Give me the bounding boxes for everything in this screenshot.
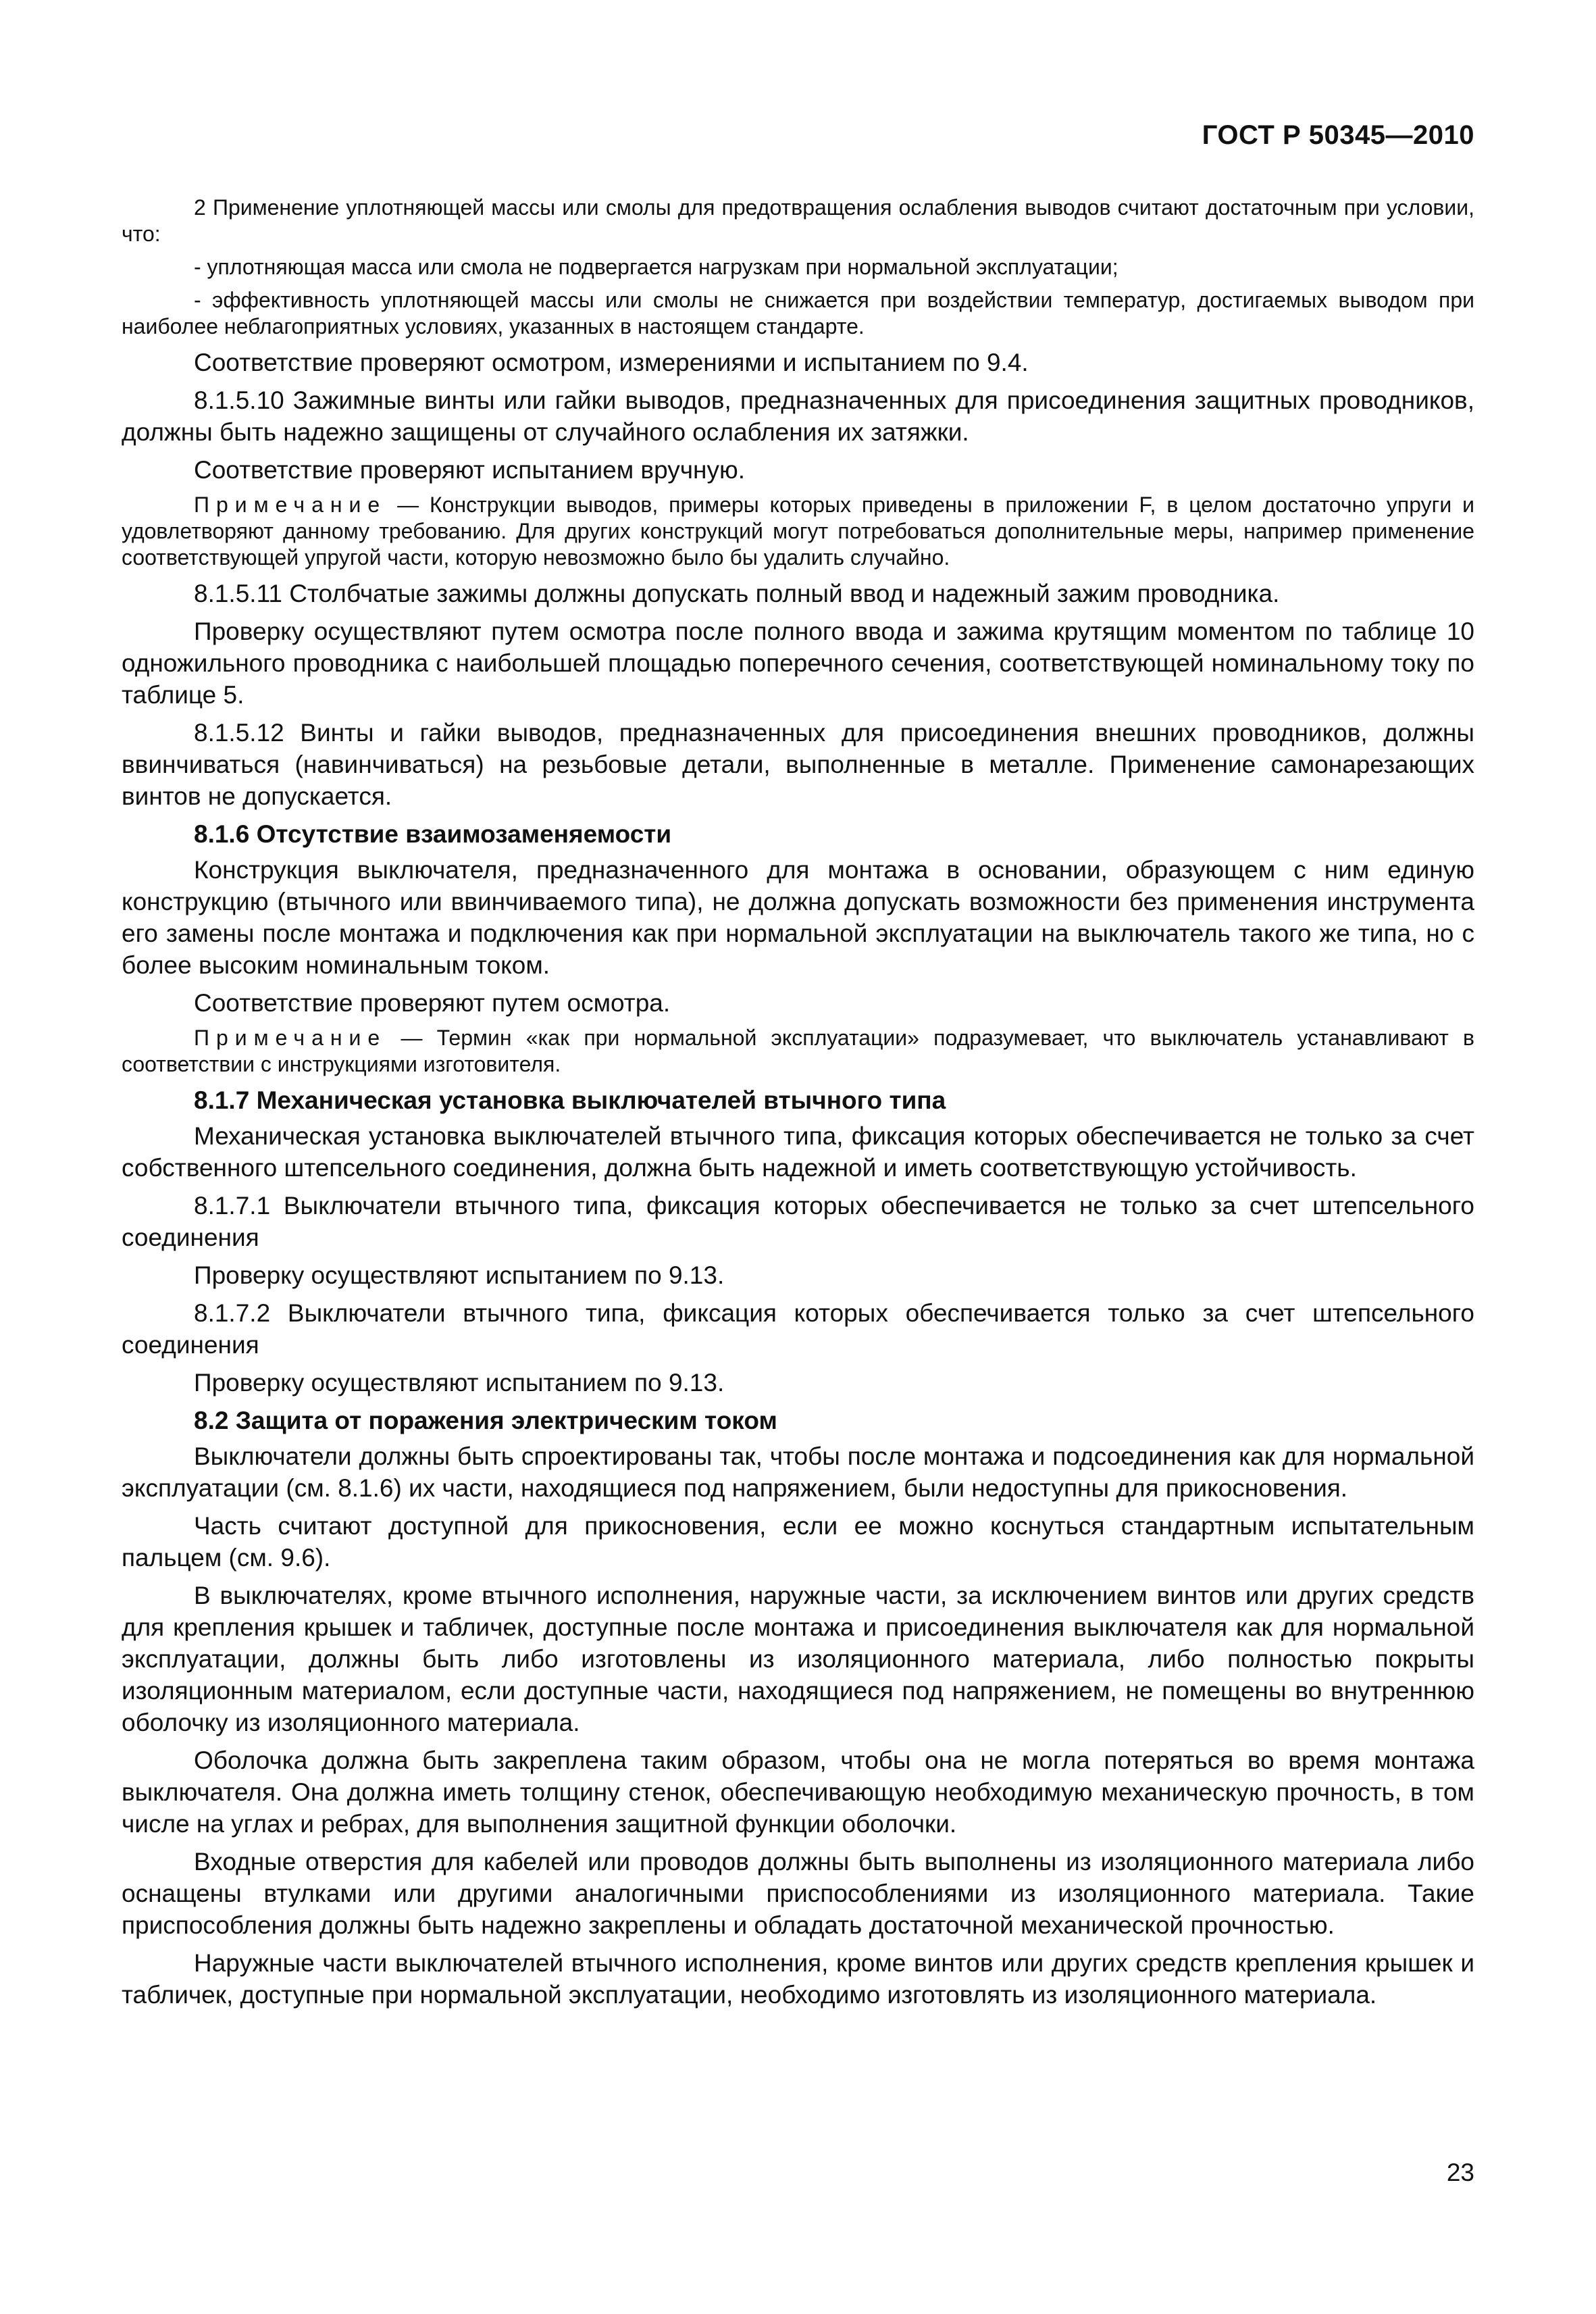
paragraph: Соответствие проверяют путем осмотра. (194, 989, 671, 1017)
paragraph: Входные отверстия для кабелей или проводов должны быть выполнены из изоляционного материала либо оснащены втулками или другими аналогичными приспособлениями из изоляционного материала. Такие приспособления должны быть надежно закреплены и обладать достаточной механической прочностью. (122, 1848, 1474, 1939)
paragraph: Выключатели должны быть спроектированы так, чтобы после монтажа и подсоединения как для нормальной эксплуатации (см. 8.1.6) их части, находящиеся под напряжением, были недоступны для прикосновения. (122, 1442, 1474, 1502)
note-block (122, 492, 1474, 571)
clause-8-1-5-10: 8.1.5.10 Зажимные винты или гайки выводов, предназначенных для присоединения защитных проводников, должны быть надежно защищены от случайного ослабления их затяжки. (122, 386, 1474, 446)
paragraph: Часть считают доступной для прикосновения, если ее можно коснуться стандартным испытательным пальцем (см. 9.6). (122, 1512, 1474, 1571)
note-text: — Термин «как при нормальной эксплуатации» подразумевает, что выключатель устанавливают в соответствии с инструкциями изготовителя. (122, 1026, 1474, 1076)
paragraph: Проверку осуществляют испытанием по 9.13. (194, 1369, 725, 1397)
note-text: — Конструкции выводов, примеры которых приведены в приложении F, в целом достаточно упруги и удовлетворяют данному требованию. Для других конструкций могут потребоваться дополнительные меры, например применение соответствующей упругой части, которую невозможно было бы удалить случайно. (122, 493, 1474, 570)
note-label: Примечание (194, 1026, 387, 1050)
section-heading-8-1-7: 8.1.7 Механическая установка выключателей втычного типа (194, 1086, 946, 1114)
note-block (122, 1025, 1474, 1078)
clause-8-1-5-11: 8.1.5.11 Столбчатые зажимы должны допускать полный ввод и надежный зажим проводника. (194, 580, 1280, 607)
paragraph: Проверку осуществляют путем осмотра после полного ввода и зажима крутящим моментом по таблице 10 одножильного проводника с наибольшей площадью поперечного сечения, соответствующей номинальному току по таблице 5. (122, 618, 1474, 709)
note-label: Примечание (194, 493, 387, 517)
page-body (122, 195, 1474, 2017)
clause-8-1-5-12: 8.1.5.12 Винты и гайки выводов, предназначенных для присоединения внешних проводников, должны ввинчиваться (навинчиваться) на резьбовые детали, выполненные в металле. Применение самонарезающих винтов не допускается. (122, 719, 1474, 810)
paragraph: Оболочка должна быть закреплена таким образом, чтобы она не могла потеряться во время монтажа выключателя. Она должна иметь толщину стенок, обеспечивающую необходимую механическую прочность, в том числе на углах и ребрах, для выполнения защитной функции оболочки. (122, 1746, 1474, 1838)
paragraph: Соответствие проверяют осмотром, измерениями и испытанием по 9.4. (194, 349, 1029, 376)
note-2-intro: 2 Применение уплотняющей массы или смолы для предотвращения ослабления выводов считают достаточным при условии, что: (122, 195, 1474, 246)
page-number: 23 (1446, 2159, 1474, 2186)
note-2-item-2: - эффективность уплотняющей массы или смолы не снижается при воздействии температур, достигаемых выводом при наиболее неблагоприятных условиях, указанных в настоящем стандарте. (122, 288, 1474, 338)
paragraph: Конструкция выключателя, предназначенного для монтажа в основании, образующем с ним единую конструкцию (втычного или ввинчиваемого типа), не должна допускать возможности без применения инструмента его замены после монтажа и подключения как при нормальной эксплуатации на выключатель такого же типа, но с более высоким номинальным током. (122, 856, 1474, 979)
section-heading-8-1-6: 8.1.6 Отсутствие взаимозаменяемости (194, 820, 672, 848)
document-header-id: ГОСТ Р 50345—2010 (1202, 120, 1474, 150)
paragraph: В выключателях, кроме втычного исполнения, наружные части, за исключением винтов или других средств для крепления крышек и табличек, доступные после монтажа и присоединения выключателя как для нормальной эксплуатации, должны быть либо изготовлены из изоляционного материала, либо полностью покрыты изоляционным материалом, если доступные части, находящиеся под напряжением, не помещены во внутреннюю оболочку из изоляционного материала. (122, 1582, 1474, 1736)
clause-8-1-7-1: 8.1.7.1 Выключатели втычного типа, фиксация которых обеспечивается не только за счет штепсельного соединения (122, 1192, 1474, 1251)
clause-8-1-7-2: 8.1.7.2 Выключатели втычного типа, фиксация которых обеспечивается только за счет штепсельного соединения (122, 1299, 1474, 1359)
section-heading-8-2: 8.2 Защита от поражения электрическим током (194, 1407, 777, 1434)
note-2-item-1: - уплотняющая масса или смола не подвергается нагрузкам при нормальной эксплуатации; (194, 255, 1118, 279)
paragraph: Проверку осуществляют испытанием по 9.13. (194, 1261, 725, 1289)
paragraph: Механическая установка выключателей втычного типа, фиксация которых обеспечивается не только за счет собственного штепсельного соединения, должна быть надежной и иметь соответствующую устойчивость. (122, 1122, 1474, 1182)
paragraph: Наружные части выключателей втычного исполнения, кроме винтов или других средств крепления крышек и табличек, доступные при нормальной эксплуатации, необходимо изготовлять из изоляционного материала. (122, 1949, 1474, 2009)
paragraph: Соответствие проверяют испытанием вручную. (194, 456, 745, 484)
